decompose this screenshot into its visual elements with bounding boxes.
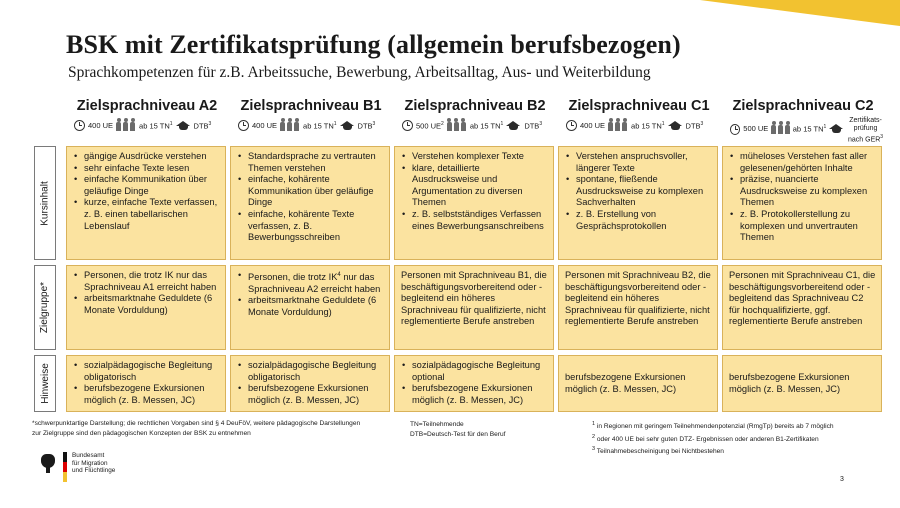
graduation-cap-icon: [176, 121, 191, 131]
federal-eagle-icon: [38, 452, 58, 474]
cell-zielgruppe-b2: Personen mit Sprachniveau B1, die beschäftigungsvorbereitend oder -begleitend ein höheres Sprachniveau für qualifizierte, nicht reglementierte Berufe anstreben: [394, 265, 554, 350]
page-subtitle: Sprachkompetenzen für z.B. Arbeitssuche, Bewerbung, Arbeitsalltag, Aus- und Weiterbildung: [68, 64, 651, 81]
level-hours: 400 UE: [252, 121, 278, 130]
list-item: • sozialpädagogische Begleitung obligatorisch: [236, 360, 384, 383]
list-item: • spontane, fließende Ausdrucksweise zu komplexen Sachverhalten: [564, 174, 712, 209]
level-participants: ab 15 $TN^1$: [139, 120, 173, 131]
list-item: • Personen, die trotz $IK^4$ nur das Sprachniveau A2 erreicht haben: [236, 270, 384, 295]
footnote-legal: *schwerpunktartige Darstellung; die rechtlichen Vorgaben sind § 4 DeuFöV, weitere pädagogische Darstellungen zur Zielgruppe sind den pädagogischen Konzepten der BSK zu entnehmen: [32, 420, 361, 437]
level-exam: DTB$^3$: [685, 120, 704, 131]
list-item: • arbeitsmarktnahe Geduldete (6 Monate Vorduldung): [72, 293, 220, 316]
level-name: Zielsprachniveau B2: [404, 98, 546, 114]
list-item: • sehr einfache Texte lesen: [72, 163, 220, 175]
cell-kursinhalt-c1: [558, 146, 718, 260]
level-header-a2: [66, 98, 228, 131]
list-item: • z. B. selbstständiges Verfassen eines Bewerbungsanschreibens: [400, 209, 548, 232]
list-item: • sozialpädagogische Begleitung optional: [400, 360, 548, 383]
people-icon: [608, 120, 628, 131]
list-item: • berufsbezogene Exkursionen möglich (z. B. Messen, JC): [72, 383, 220, 406]
graduation-cap-icon: [668, 121, 683, 131]
level-hours: 500 $UE^2$: [416, 120, 444, 131]
level-participants: ab 15 $TN^1$: [792, 124, 827, 134]
footnote-2: $^2$ oder 400 UE bei sehr guten DTZ- Ergebnissen oder anderen B1-Zertifikaten: [592, 433, 819, 443]
cell-zielgruppe-a2: [66, 265, 226, 350]
certificate-note: Zertifikats-prüfung nach GER$^3$: [848, 117, 884, 144]
list-item: • z. B. Protokollerstellung zu komplexen und unvertrauten Themen: [728, 209, 876, 244]
logo-text: Bundesamt für Migration und Flüchtlinge: [72, 452, 116, 475]
level-hours: 400 UE: [88, 121, 114, 130]
german-flag-icon: [63, 452, 67, 482]
clock-icon: [566, 120, 577, 131]
level-hours: 500 UE: [743, 124, 769, 133]
list-item: • einfache, kohärente Kommunikation über geläufige Dinge: [236, 174, 384, 209]
level-header-c1: [558, 98, 720, 131]
cell-zielgruppe-c2: Personen mit Sprachniveau C1, die beschäftigungsvorbereitend oder -begleitend das Sprachniveau C2 für hochqualifizierte, ggf. reglementierte Berufe anstreben: [722, 265, 882, 350]
level-header-b2: [394, 98, 556, 131]
list-item: • gängige Ausdrücke verstehen: [72, 151, 220, 163]
level-name: Zielsprachniveau C2: [732, 98, 874, 114]
footnote-dtb: DTB=Deutsch-Test für den Beruf: [410, 430, 506, 438]
level-participants: ab 15 $TN^1$: [303, 120, 337, 131]
level-name: Zielsprachniveau C1: [568, 98, 710, 114]
footnote-3: $^3$ Teilnahmebescheinigung bei Nichtbestehen: [592, 446, 724, 456]
page-title: BSK mit Zertifikatsprüfung (allgemein berufsbezogen): [66, 30, 681, 59]
level-header-b1: [230, 98, 392, 131]
list-item: • z. B. Erstellung von Gesprächsprotokollen: [564, 209, 712, 232]
list-item: • Verstehen komplexer Texte: [400, 151, 548, 163]
footnote-1: $^1$ in Regionen mit geringem Teilnehmendenpotenzial (RmgTp) bereits ab 7 möglich: [592, 421, 834, 431]
level-participants: ab 15 $TN^1$: [469, 120, 504, 131]
cell-kursinhalt-b2: [394, 146, 554, 260]
cell-zielgruppe-b1: [230, 265, 390, 350]
cell-kursinhalt-a2: [66, 146, 226, 260]
cell-hinweise-b1: [230, 355, 390, 412]
cell-kursinhalt-c2: [722, 146, 882, 260]
graduation-cap-icon: [340, 121, 355, 131]
row-label-kursinhalt: Kursinhalt: [34, 146, 56, 260]
clock-icon: [730, 124, 740, 135]
level-participants: ab 15 $TN^1$: [631, 120, 665, 131]
level-hours: 400 UE: [580, 121, 606, 130]
cell-hinweise-c1: berufsbezogene Exkursionen möglich (z. B. Messen, JC): [558, 355, 718, 412]
graduation-cap-icon: [829, 124, 843, 134]
graduation-cap-icon: [506, 121, 521, 131]
cell-kursinhalt-b1: [230, 146, 390, 260]
list-item: • klare, detaillierte Ausdrucksweise und Argumentation zu diversen Themen: [400, 163, 548, 209]
cell-hinweise-c2: berufsbezogene Exkursionen möglich (z. B. Messen, JC): [722, 355, 882, 412]
bamf-logo: [38, 452, 115, 482]
level-name: Zielsprachniveau B1: [240, 98, 382, 114]
cell-hinweise-b2: [394, 355, 554, 412]
cell-zielgruppe-c1: Personen mit Sprachniveau B2, die beschäftigungsvorbereitend oder -begleitend ein höheres Sprachniveau für qualifizierte, nicht reglementierte Berufe anstreben: [558, 265, 718, 350]
list-item: • arbeitsmarktnahe Geduldete (6 Monate Vorduldung): [236, 295, 384, 318]
people-icon: [771, 123, 789, 134]
level-exam: DTB$^3$: [357, 120, 376, 131]
list-item: • berufsbezogene Exkursionen möglich (z. B. Messen, JC): [400, 383, 548, 406]
clock-icon: [238, 120, 249, 131]
page-number: 3: [840, 476, 844, 483]
clock-icon: [74, 120, 85, 131]
list-item: • kurze, einfache Texte verfassen, z. B. einen tabellarischen Lebenslauf: [72, 197, 220, 232]
list-item: • einfache, kohärente Texte verfassen, z. B. Bewerbungsschreiben: [236, 209, 384, 244]
people-icon: [447, 120, 467, 131]
row-label-zielgruppe: Zielgruppe*: [34, 265, 56, 350]
list-item: • einfache Kommunikation über geläufige Dinge: [72, 174, 220, 197]
list-item: • Verstehen anspruchsvoller, längerer Texte: [564, 151, 712, 174]
footnote-abbreviations: [410, 420, 550, 439]
people-icon: [280, 120, 300, 131]
people-icon: [116, 120, 136, 131]
list-item: • Standardsprache zu vertrauten Themen verstehen: [236, 151, 384, 174]
level-exam: DTB$^3$: [193, 120, 212, 131]
list-item: • Personen, die trotz IK nur das Sprachniveau A1 erreicht haben: [72, 270, 220, 293]
list-item: • sozialpädagogische Begleitung obligatorisch: [72, 360, 220, 383]
cell-hinweise-a2: [66, 355, 226, 412]
footnote-numbered: [592, 420, 872, 458]
corner-accent: [700, 0, 900, 26]
row-label-hinweise: Hinweise: [34, 355, 56, 412]
list-item: • müheloses Verstehen fast aller gelesenen/gehörten Inhalte: [728, 151, 876, 174]
level-header-c2: [722, 98, 884, 144]
list-item: • berufsbezogene Exkursionen möglich (z. B. Messen, JC): [236, 383, 384, 406]
footnote-tn: TN=Teilnehmende: [410, 421, 464, 428]
list-item: • präzise, nuancierte Ausdrucksweise zu komplexen Themen: [728, 174, 876, 209]
clock-icon: [402, 120, 413, 131]
level-name: Zielsprachniveau A2: [76, 98, 218, 114]
level-exam: DTB$^3$: [524, 120, 543, 131]
